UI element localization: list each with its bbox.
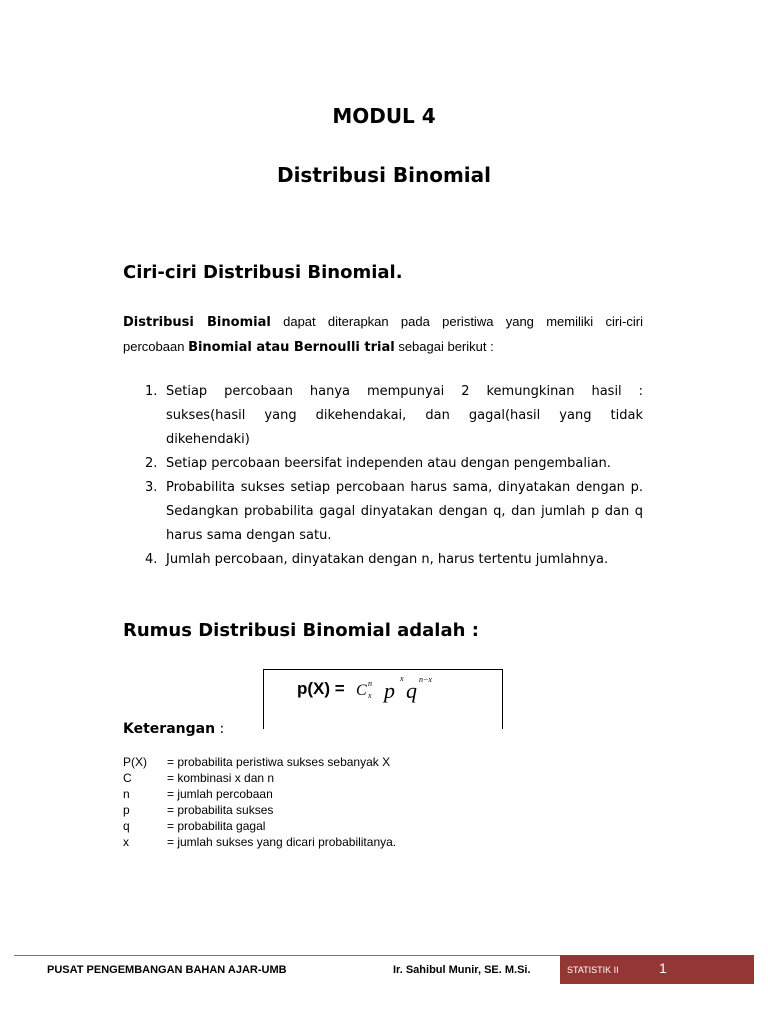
list-item-line: Setiap percobaan hanya mempunyai 2 kemungkinan hasil :	[166, 384, 643, 399]
legend-heading	[123, 720, 224, 738]
legend-definition: = kombinasi x dan n	[167, 771, 275, 785]
legend-heading-label: Keterangan	[123, 721, 216, 737]
list-item-number: 1.	[145, 384, 158, 399]
list-item	[145, 452, 643, 476]
section-heading-ciri-ciri: Ciri-ciri Distribusi Binomial.	[123, 262, 403, 283]
legend-symbol: p	[123, 803, 130, 817]
formula-box	[263, 669, 503, 729]
legend-definition: = probabilita gagal	[167, 819, 266, 833]
footer-author: Ir. Sahibul Munir, SE. M.Si.	[393, 964, 531, 976]
criteria-list	[145, 380, 643, 572]
list-item-line: harus sama dengan satu.	[166, 528, 332, 543]
module-number: MODUL 4	[332, 104, 436, 128]
legend-symbol: q	[123, 819, 130, 833]
list-item-line: Jumlah percobaan, dinyatakan dengan n, harus tertentu jumlahnya.	[166, 552, 609, 567]
list-item-number: 4.	[145, 552, 158, 567]
legend-symbol: n	[123, 787, 130, 801]
legend-definition: = probabilita sukses	[167, 803, 274, 817]
list-item-number: 2.	[145, 456, 158, 471]
list-item-line: sukses(hasil yang dikehendakai, dan gagal(hasil yang tidak	[166, 408, 643, 423]
list-item-number: 3.	[145, 480, 158, 495]
legend-symbol: C	[123, 771, 132, 785]
intro-line-2	[123, 335, 643, 360]
formula-combination-symbol: C	[356, 682, 367, 699]
legend-definition: = jumlah percobaan	[167, 787, 273, 801]
formula-p-exponent: x	[400, 674, 404, 683]
formula-q-symbol: q	[406, 678, 417, 703]
list-item-line: Setiap percobaan beersifat independen atau dengan pengembalian.	[166, 456, 611, 471]
list-item-line: dikehendaki)	[166, 432, 250, 447]
formula-lhs: p(X) =	[297, 679, 345, 698]
formula-p-symbol: p	[384, 678, 395, 703]
footer-course-name: STATISTIK II	[567, 965, 619, 975]
list-item-line: Sedangkan probabilita gagal dinyatakan dengan q, dan jumlah p dan q	[166, 504, 643, 519]
document-title: Distribusi Binomial	[276, 163, 492, 187]
legend-definition: = jumlah sukses yang dicari probabilitanya.	[167, 835, 397, 849]
legend-heading-colon: :	[215, 721, 225, 737]
intro-text-3: sebagai berikut :	[394, 339, 494, 354]
intro-line-1	[123, 310, 643, 335]
list-item-line: Probabilita sukses setiap percobaan harus sama, dinyatakan dengan p.	[166, 480, 643, 495]
list-item	[145, 476, 643, 548]
footer-course-band	[560, 955, 754, 984]
intro-paragraph	[123, 310, 643, 360]
legend-symbol: x	[123, 835, 129, 849]
legend-symbol: P(X)	[123, 755, 147, 769]
formula-combination-subscript: x	[368, 691, 372, 700]
intro-text-1: dapat diterapkan pada peristiwa yang memiliki ciri-ciri	[270, 314, 643, 329]
list-item	[145, 548, 643, 572]
formula-combination-superscript: n	[368, 679, 372, 688]
section-heading-rumus: Rumus Distribusi Binomial adalah :	[123, 620, 479, 641]
intro-bold-bernoulli: Binomial atau Bernoulli trial	[188, 340, 395, 355]
page-number: 1	[659, 960, 667, 976]
legend-definition: = probabilita peristiwa sukses sebanyak X	[167, 755, 391, 769]
list-item	[145, 380, 643, 452]
footer-publisher: PUSAT PENGEMBANGAN BAHAN AJAR-UMB	[47, 964, 287, 976]
intro-bold-term: Distribusi Binomial	[123, 315, 271, 330]
formula-q-exponent: n−x	[419, 675, 432, 684]
intro-text-2: percobaan	[123, 339, 189, 354]
